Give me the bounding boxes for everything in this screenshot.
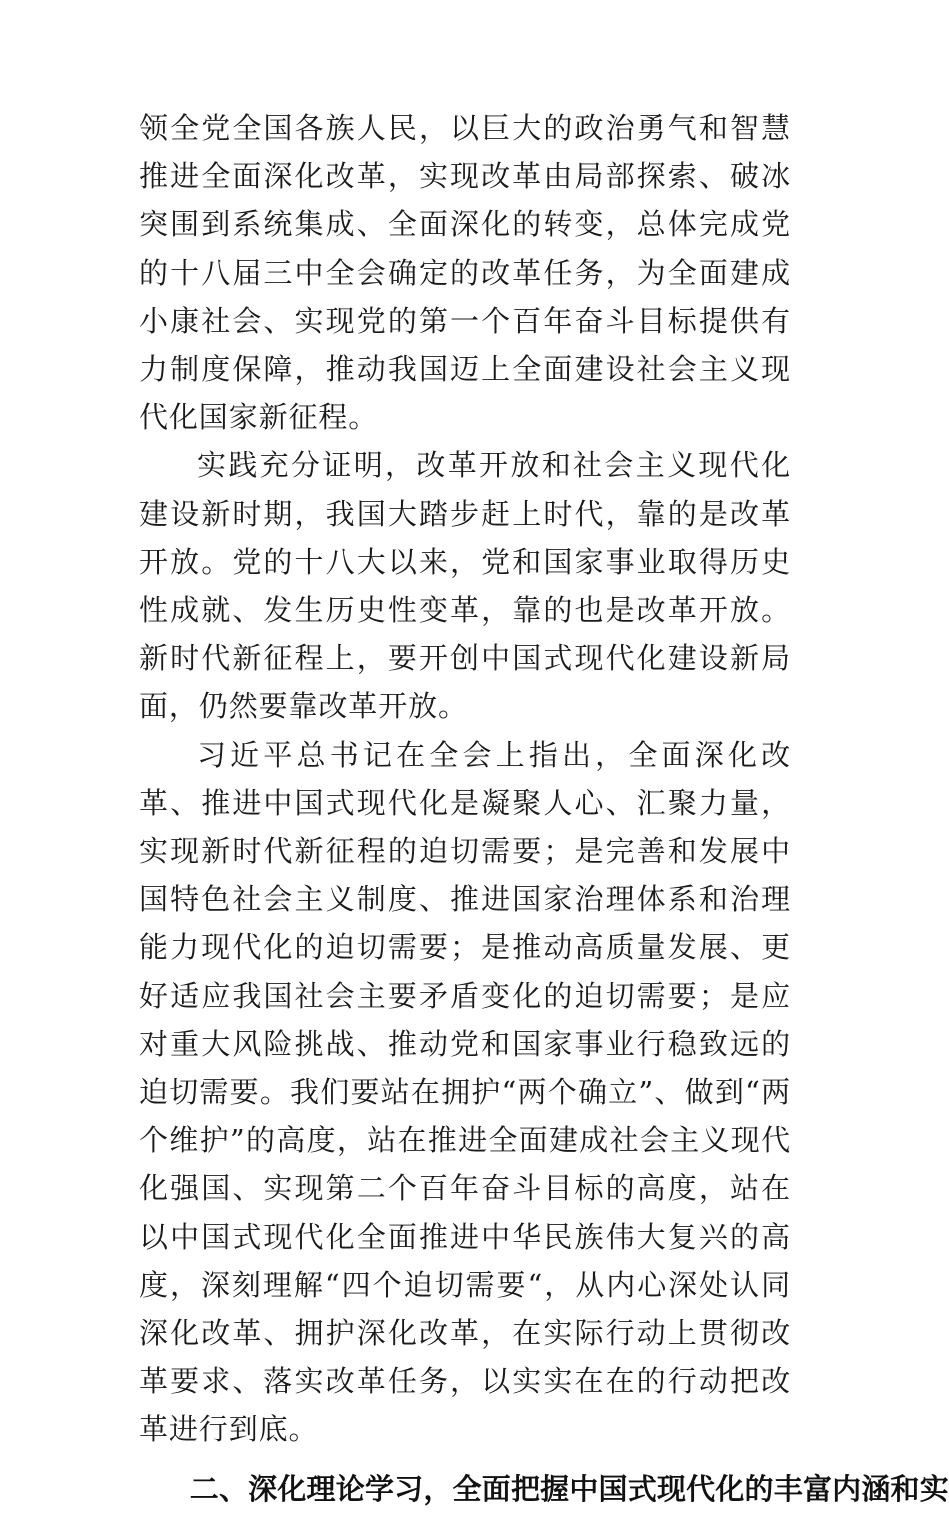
paragraph-general-secretary: 习近平总书记在全会上指出，全面深化改革、推进中国式现代化是凝聚人心、汇聚力量，实现新时代新征程的迫切需要；是完善和发展中国特色社会主义制度、推进国家治理体系和治理能力现代化的迫切需要；是推动高质量发展、更好适应我国社会主要矛盾变化的迫切需要；是应对重大风险挑战、推动党和国家事业行稳致远的迫切需要。我们要站在拥护“两个确立”、做到“两个维护”的高度，站在推进全面建成社会主义现代化强国、实现第二个百年奋斗目标的高度，站在以中国式现代化全面推进中华民族伟大复兴的高度，深刻理解“四个迫切需要“，从内心深处认同深化改革、拥护深化改革，在实际行动上贯彻改革要求、落实改革任务，以实实在在的行动把改革进行到底。 (139, 737, 791, 1447)
section-heading: 二、深化理论学习，全面把握中国式现代化的丰富内涵和实 (189, 1471, 949, 1506)
paragraph-continued: 领全党全国各族人民，以巨大的政治勇气和智慧推进全面深化改革，实现改革由局部探索、破冰突围到系统集成、全面深化的转变，总体完成党的十八届三中全会确定的改革任务，为全面建成小康社会、实现党的第一个百年奋斗目标提供有力制度保障，推动我国迈上全面建设社会主义现代化国家新征程。 (139, 111, 791, 435)
document-body (139, 104, 949, 1513)
paragraph-practice-proves: 实践充分证明，改革开放和社会主义现代化建设新时期，我国大踏步赶上时代，靠的是改革开放。党的十八大以来，党和国家事业取得历史性成就、发生历史性变革，靠的也是改革开放。新时代新征程上，要开创中国式现代化建设新局面，仍然要靠改革开放。 (139, 448, 791, 724)
